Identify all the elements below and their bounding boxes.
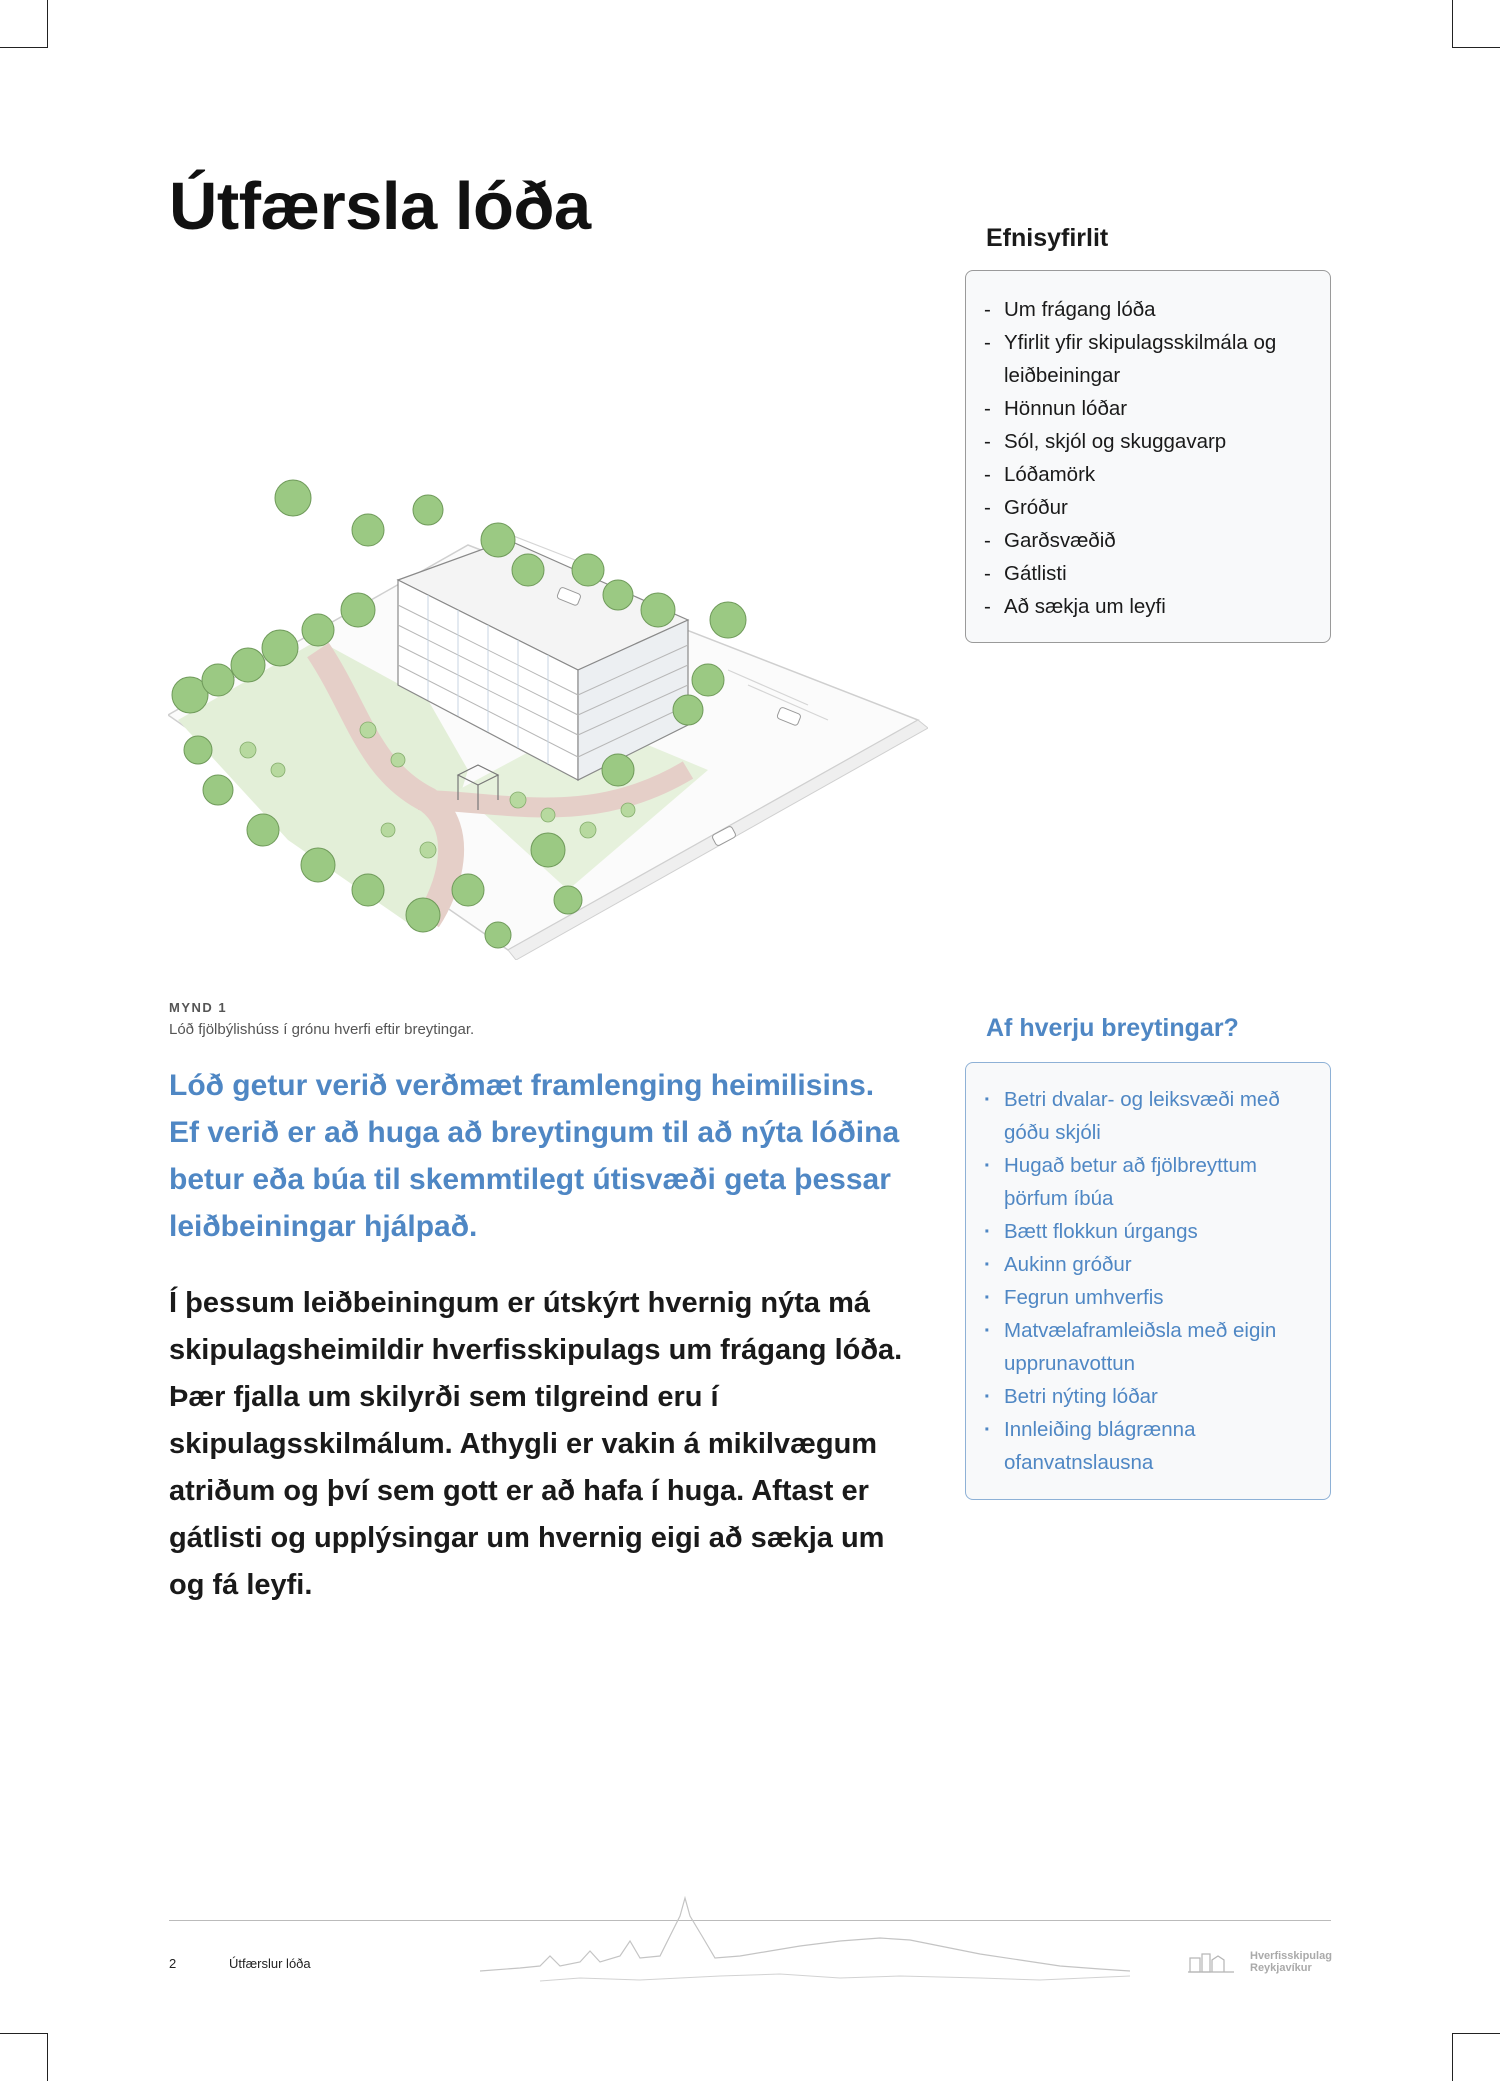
page-number: 2 bbox=[169, 1956, 177, 1971]
page-title: Útfærsla lóða bbox=[169, 169, 591, 244]
figure-label: MYND 1 bbox=[169, 1000, 228, 1015]
brand-line: Hverfisskipulag bbox=[1250, 1950, 1332, 1962]
toc-box bbox=[965, 270, 1331, 643]
why-item: · Fegrun umhverfis bbox=[984, 1281, 1312, 1314]
why-heading: Af hverju breytingar? bbox=[986, 1014, 1239, 1042]
lead-paragraph: Lóð getur verið verðmæt framlenging heimilisins. Ef verið er að huga að breytingum til að nýta lóðina betur eða búa til skemmtilegt útisvæði geta þessar leiðbeiningar hjálpað. bbox=[169, 1069, 900, 1243]
footer-brand bbox=[1250, 1950, 1332, 1974]
brand-line: Reykjavíkur bbox=[1250, 1962, 1312, 1974]
logo-icon bbox=[1188, 1948, 1234, 1978]
site-illustration bbox=[168, 470, 928, 960]
toc-item: - Að sækja um leyfi bbox=[984, 590, 1312, 623]
why-item: · Betri nýting lóðar bbox=[984, 1380, 1312, 1413]
toc-item: - Lóðamörk bbox=[984, 458, 1312, 491]
why-list bbox=[984, 1083, 1312, 1479]
crop-mark bbox=[0, 47, 48, 48]
toc-item: - Gátlisti bbox=[984, 557, 1312, 590]
why-item: · Innleiðing blágrænna ofanvatnslausna bbox=[984, 1413, 1312, 1479]
toc-item: - Gróður bbox=[984, 491, 1312, 524]
crop-mark bbox=[47, 2033, 48, 2081]
body-paragraph: Í þessum leiðbeiningum er útskýrt hvernig nýta má skipulagsheimildir hverfisskipulags um frágang lóða. Þær fjalla um skilyrði sem tilgreind eru í skipulagsskilmálum. Athygli er vakin á mikilvægum atriðum og því sem gott er að hafa í huga. Aftast er gátlisti og upplýsingar um hvernig eigi að sækja um og fá leyfi. bbox=[169, 1287, 903, 1601]
toc-item: - Yfirlit yfir skipulagsskilmála og leiðbeiningar bbox=[984, 326, 1312, 392]
why-item: · Aukinn gróður bbox=[984, 1248, 1312, 1281]
toc-item: - Sól, skjól og skuggavarp bbox=[984, 425, 1312, 458]
why-item: · Hugað betur að fjölbreyttum þörfum íbúa bbox=[984, 1149, 1312, 1215]
toc-item: - Hönnun lóðar bbox=[984, 392, 1312, 425]
why-box bbox=[965, 1062, 1331, 1500]
crop-mark bbox=[1452, 2033, 1500, 2034]
crop-mark bbox=[1452, 0, 1453, 48]
why-item: · Bætt flokkun úrgangs bbox=[984, 1215, 1312, 1248]
skyline-icon bbox=[480, 1896, 1130, 1986]
figure-caption: Lóð fjölbýlishúss í grónu hverfi eftir breytingar. bbox=[169, 1021, 475, 1038]
crop-mark bbox=[1452, 2033, 1453, 2081]
why-item: · Matvælaframleiðsla með eigin upprunavottun bbox=[984, 1314, 1312, 1380]
toc-list bbox=[984, 293, 1312, 623]
crop-mark bbox=[0, 2033, 48, 2034]
crop-mark bbox=[1452, 47, 1500, 48]
crop-mark bbox=[47, 0, 48, 48]
toc-heading: Efnisyfirlit bbox=[986, 224, 1109, 252]
footer-title: Útfærslur lóða bbox=[229, 1956, 311, 1971]
toc-item: - Garðsvæðið bbox=[984, 524, 1312, 557]
why-item: · Betri dvalar- og leiksvæði með góðu skjóli bbox=[984, 1083, 1312, 1149]
toc-item: - Um frágang lóða bbox=[984, 293, 1312, 326]
